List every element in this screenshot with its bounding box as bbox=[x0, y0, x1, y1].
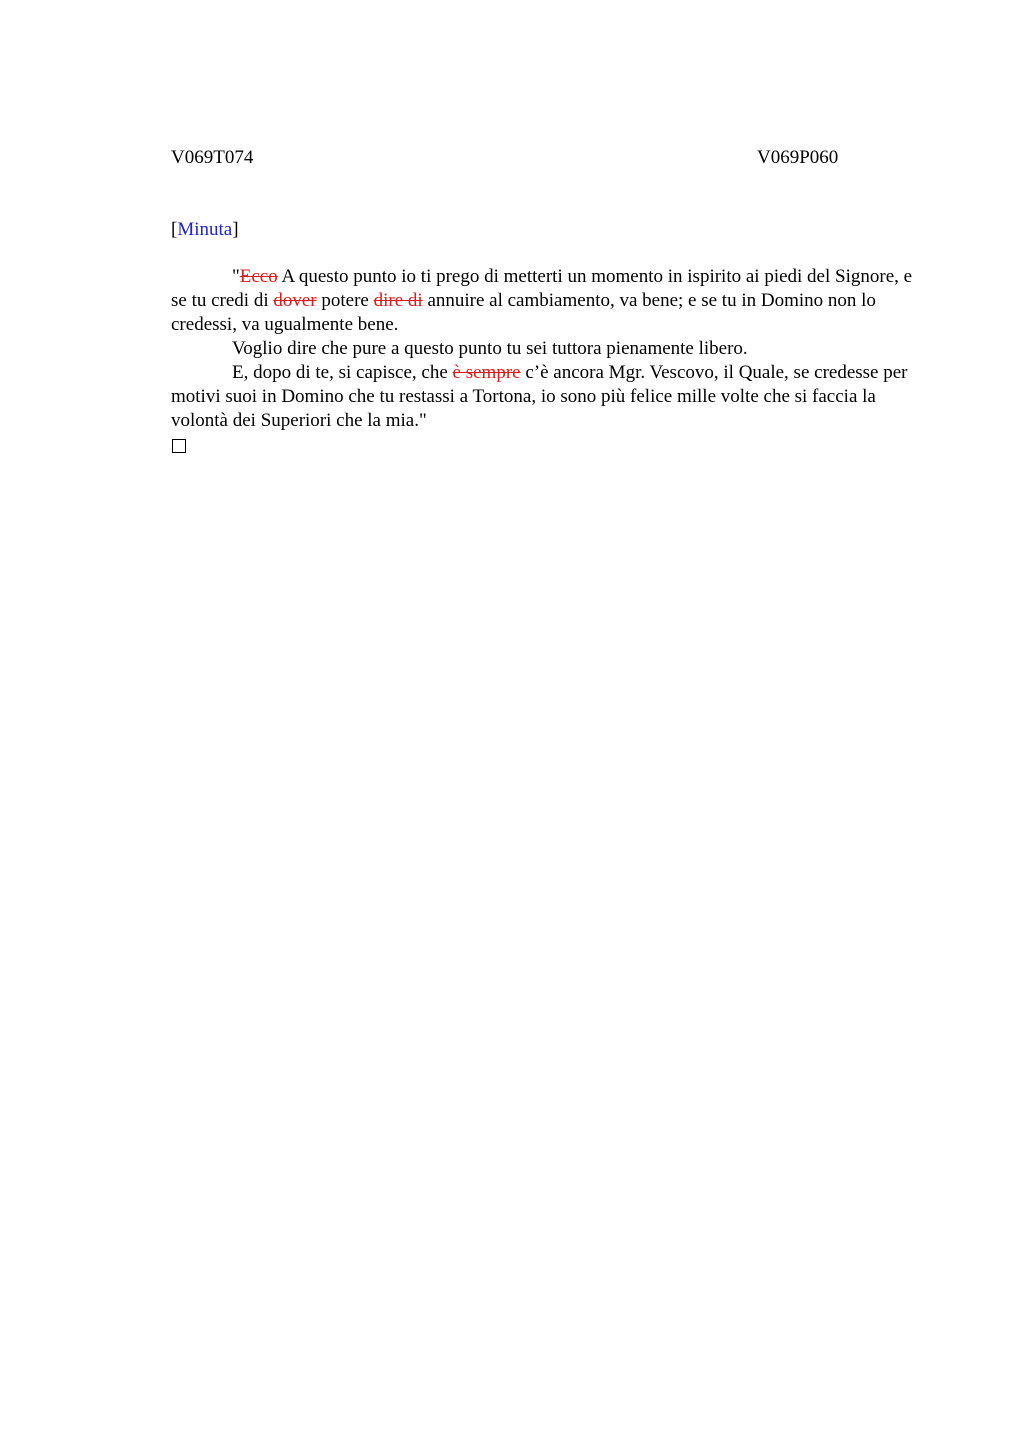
deleted-text: dover bbox=[273, 290, 317, 311]
text-segment: Voglio dire che pure a questo punto tu sei tuttora pienamente libero. bbox=[232, 338, 748, 359]
deleted-text: dire di bbox=[373, 290, 423, 311]
letter-body bbox=[171, 265, 931, 460]
text-segment: " bbox=[232, 266, 240, 287]
paragraph-2 bbox=[171, 337, 931, 361]
text-segment: annuire al cambiamento, va bene; e se tu in Domino non lo credessi, va ugualmente bene. bbox=[171, 290, 876, 335]
document-code-left: V069T074 bbox=[171, 147, 254, 168]
text-segment: potere bbox=[316, 290, 374, 311]
end-marker bbox=[171, 433, 931, 460]
deleted-text: Ecco bbox=[239, 266, 278, 287]
section-heading bbox=[171, 218, 239, 242]
text-segment: c’è ancora Mgr. Vescovo, il Quale, se credesse per motivi suoi in Domino che tu restassi a Tortona, io sono più felice mille volte che si faccia la volontà dei Superiori che la mia." bbox=[171, 362, 908, 431]
square-icon bbox=[172, 439, 186, 453]
document-code-right: V069P060 bbox=[757, 147, 839, 168]
paragraph-3 bbox=[171, 361, 931, 433]
heading-close-bracket: ] bbox=[232, 219, 239, 240]
heading-label: Minuta bbox=[177, 219, 233, 240]
paragraph-1 bbox=[171, 265, 931, 337]
deleted-text: è sempre bbox=[452, 362, 521, 383]
text-segment: E, dopo di te, si capisce, che bbox=[232, 362, 453, 383]
heading-open-bracket: [ bbox=[171, 219, 178, 240]
text-segment: A questo punto io ti prego di metterti un momento in ispirito ai piedi del Signore, e se tu credi di bbox=[171, 266, 913, 311]
